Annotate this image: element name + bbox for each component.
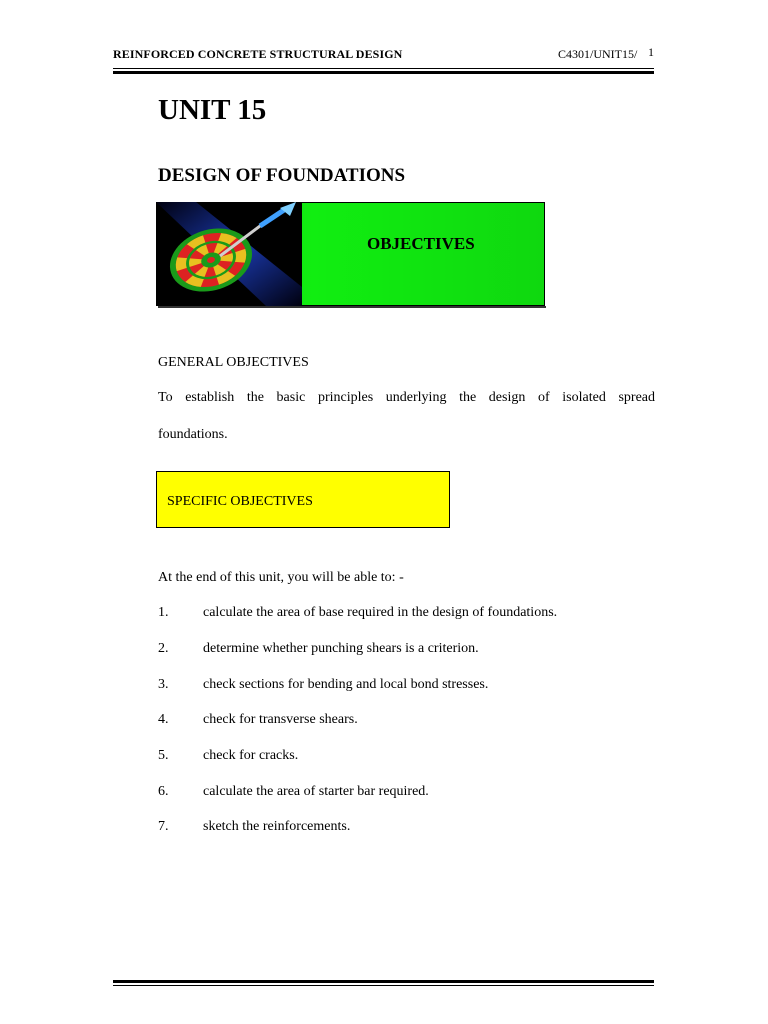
list-item-number: 7. (158, 819, 169, 834)
header-course-title: REINFORCED CONCRETE STRUCTURAL DESIGN (113, 47, 403, 61)
section-title: DESIGN OF FOUNDATIONS (158, 165, 406, 186)
specific-objectives-intro: At the end of this unit, you will be able to: - (158, 570, 404, 585)
page-number: 1 (648, 45, 654, 59)
list-item: check for transverse shears. (203, 712, 358, 727)
general-objectives-heading: GENERAL OBJECTIVES (158, 355, 309, 370)
list-item: calculate the area of starter bar required. (203, 784, 429, 799)
list-item-number: 1. (158, 605, 169, 620)
list-item-number: 3. (158, 677, 169, 692)
header-rule-thin (113, 68, 654, 69)
list-item-number: 5. (158, 748, 169, 763)
list-item: check sections for bending and local bond stresses. (203, 677, 489, 692)
list-item-number: 2. (158, 641, 169, 656)
header-unit-code: C4301/UNIT15/ (558, 47, 638, 61)
list-item: sketch the reinforcements. (203, 819, 351, 834)
list-item-number: 4. (158, 712, 169, 727)
general-objectives-line-1: To establish the basic principles underlying the design of isolated spread (158, 390, 655, 405)
banner-shadow (158, 306, 546, 308)
footer-rule-thin (113, 985, 654, 986)
dart-board-icon (156, 202, 302, 306)
list-item: check for cracks. (203, 748, 299, 763)
objectives-label: OBJECTIVES (367, 234, 475, 253)
specific-objectives-label: SPECIFIC OBJECTIVES (167, 494, 313, 509)
list-item-number: 6. (158, 784, 169, 799)
unit-title: UNIT 15 (158, 94, 267, 126)
general-objectives-line-2: foundations. (158, 427, 228, 442)
list-item: determine whether punching shears is a criterion. (203, 641, 479, 656)
footer-rule-thick (113, 980, 654, 983)
list-item: calculate the area of base required in the design of foundations. (203, 605, 558, 620)
header-rule-thick (113, 71, 654, 74)
